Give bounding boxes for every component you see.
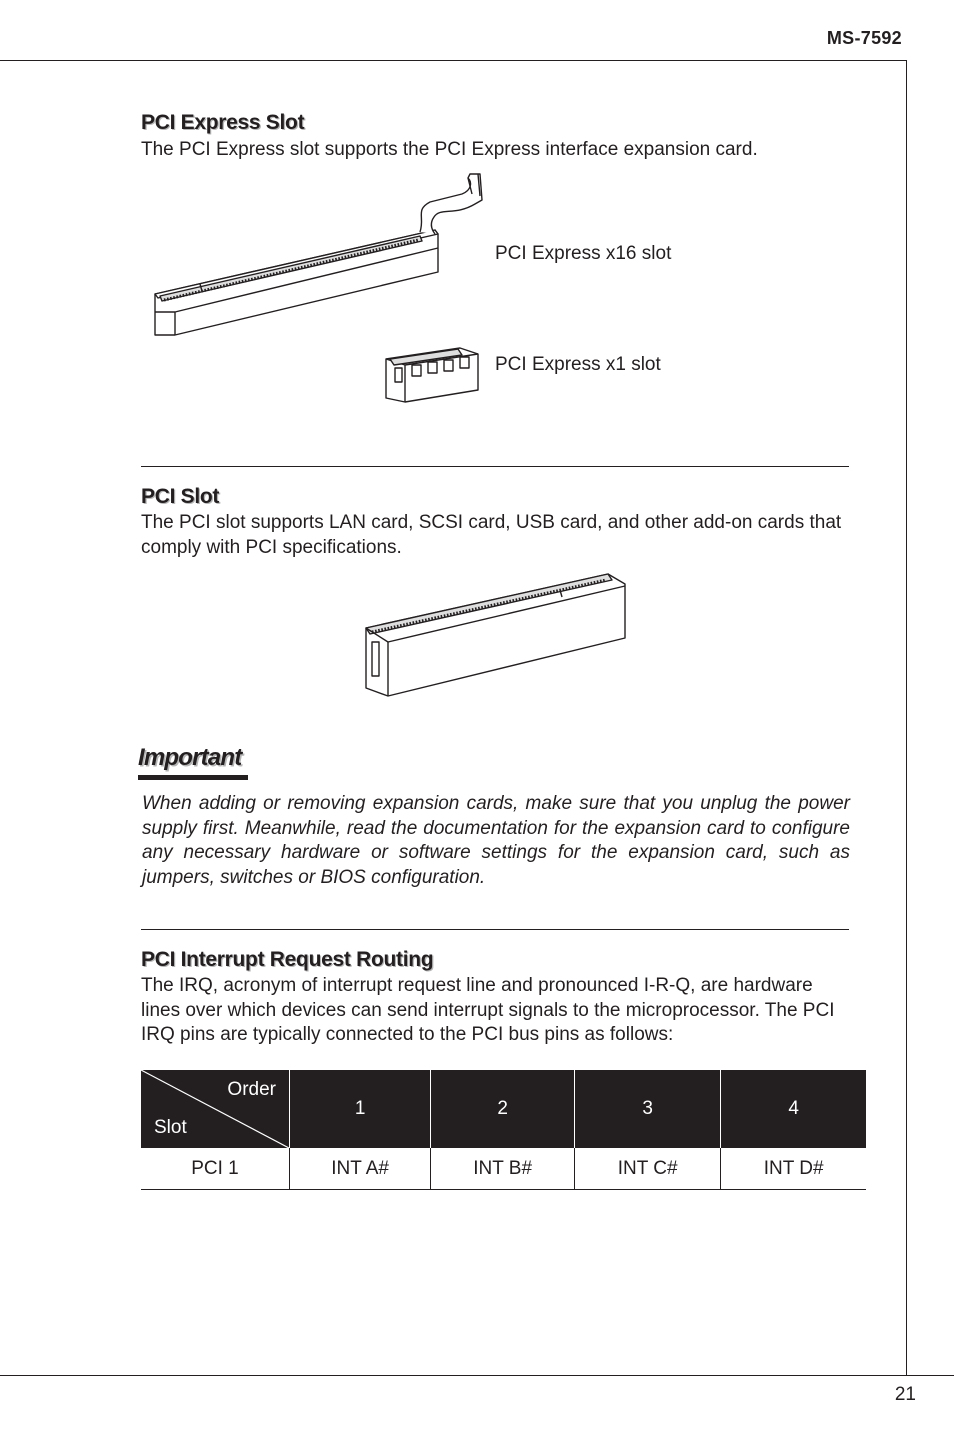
important-title: Important bbox=[138, 744, 242, 771]
slot-name-cell: PCI 1 bbox=[141, 1148, 290, 1190]
pcie-x16-label: PCI Express x16 slot bbox=[495, 243, 672, 264]
pci-slot-illustration bbox=[360, 570, 630, 702]
irq-cell: INT C# bbox=[575, 1148, 721, 1190]
important-note: When adding or removing expansion cards, make sure that you unplug the power supply first. Meanwhile, read the documentation for the expansion card to configure any necessary hardware or software settings for the expansion card, such as jumpers, switches or BIOS configuration. bbox=[142, 793, 850, 888]
table-row bbox=[141, 1148, 866, 1190]
model-number: MS-7592 bbox=[826, 28, 902, 48]
pcie-slots-illustration bbox=[150, 172, 495, 412]
irq-cell: INT D# bbox=[721, 1148, 866, 1190]
section-divider bbox=[141, 929, 849, 930]
header-rule bbox=[0, 60, 907, 61]
irq-routing-table bbox=[141, 1070, 866, 1190]
irq-section-title: PCI Interrupt Request Routing bbox=[141, 948, 434, 971]
section-divider bbox=[141, 466, 849, 467]
order-header-3: 3 bbox=[575, 1070, 721, 1148]
pci-section-title: PCI Slot bbox=[141, 485, 220, 508]
slot-label: Slot bbox=[154, 1117, 187, 1138]
margin-rule bbox=[906, 60, 907, 1376]
footer-rule bbox=[0, 1375, 954, 1376]
important-underline bbox=[138, 775, 248, 780]
table-header-row bbox=[141, 1070, 866, 1148]
pcie-section-title: PCI Express Slot bbox=[141, 111, 305, 134]
pcie-x1-slot-drawing bbox=[386, 348, 478, 402]
irq-section-description: The IRQ, acronym of interrupt request line and pronounced I-R-Q, are hardware lines over which devices can send interrupt signals to the microprocessor. The PCI IRQ pins are typically connected to the PCI bus pins as follows: bbox=[141, 975, 835, 1045]
irq-cell: INT B# bbox=[431, 1148, 575, 1190]
order-label: Order bbox=[227, 1079, 276, 1100]
corner-header-cell bbox=[141, 1070, 290, 1148]
order-header-1: 1 bbox=[290, 1070, 431, 1148]
pcie-x16-slot-drawing bbox=[155, 174, 482, 335]
irq-cell: INT A# bbox=[290, 1148, 431, 1190]
page-number: 21 bbox=[894, 1384, 916, 1405]
order-header-2: 2 bbox=[431, 1070, 575, 1148]
pcie-section-description: The PCI Express slot supports the PCI Express interface expansion card. bbox=[141, 139, 758, 160]
order-header-4: 4 bbox=[721, 1070, 866, 1148]
pcie-x1-label: PCI Express x1 slot bbox=[495, 354, 661, 375]
pci-section-description: The PCI slot supports LAN card, SCSI card, USB card, and other add-on cards that comply with PCI specifications. bbox=[141, 512, 842, 558]
